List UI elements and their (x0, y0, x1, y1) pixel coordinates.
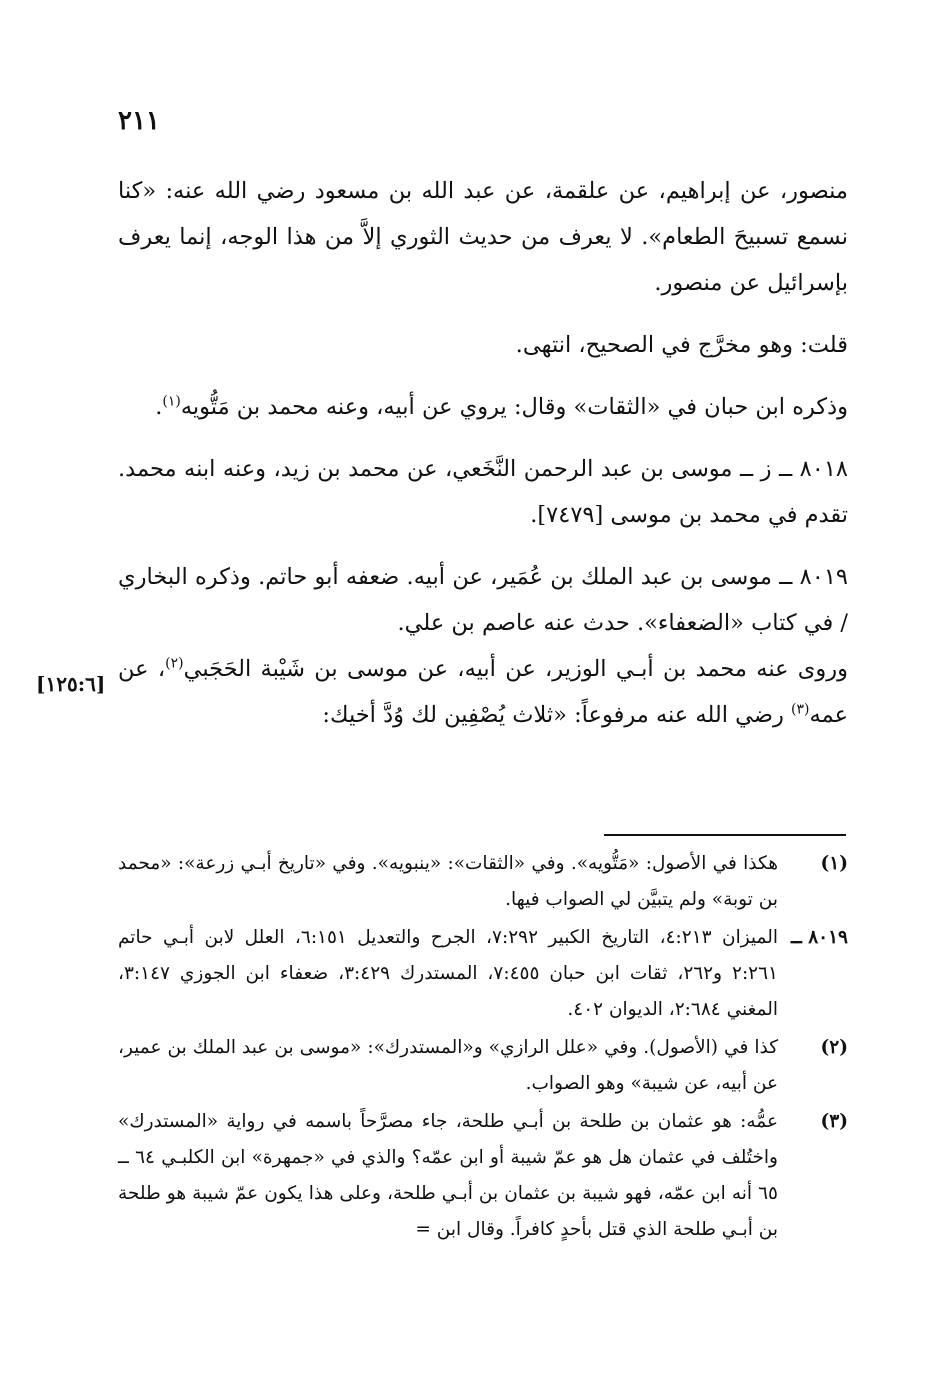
paragraph-2: قلت: وهو مخرَّج في الصحيح، انتهى. (515, 332, 848, 358)
footnote-number: (٢) (820, 1037, 848, 1058)
paragraph-6-a: وروى عنه محمد بن أبـي الوزير، عن أبيه، عن موسى بن شَيْبة الحَجَبي (183, 656, 849, 682)
footnote-1 (118, 846, 848, 918)
paragraph-6-c: رضي الله عنه مرفوعاً: «ثلاث يُصْفِين لك وُدَّ أخيك: (322, 702, 792, 728)
footnote-8019 (118, 920, 848, 1028)
footnotes (118, 846, 848, 1250)
page-number: ٢١١ (118, 106, 160, 136)
footnote-2 (118, 1030, 848, 1102)
paragraph-3-end: . (155, 394, 163, 420)
footnote-text: عمُّه: هو عثمان بن طلحة بن أبـي طلحة، جاء مصرَّحاً باسمه في رواية «المستدرك» واختُلف في عثمان هل هو عمّ شيبة أو ابن عمّه؟ والذي في «جمهرة» ابن الكلبـي ٦٤ ــ ٦٥ أنه ابن عمّه، فهو شيبة بن عثمان بن أبـي طلحة، وعلى هذا يكون عمّ شيبة هو طلحة بن أبـي طلحة الذي قتل بأحدٍ كافراً. وقال ابن = (118, 1111, 778, 1240)
footnote-text: هكذا في الأصول: «مَتُّويه». وفي «الثقات»: «ينبويه». وفي «تاريخ أبـي زرعة»: «محمد بن توبة» ولم يتبيَّن لي الصواب فيها. (118, 853, 778, 910)
paragraph-6 (118, 646, 848, 738)
footnote-text: الميزان ٤:٢١٣، التاريخ الكبير ٧:٢٩٢، الجرح والتعديل ٦:١٥١، العلل لابن أبـي حاتم ٢:٢٦١ و٢٦٢، ثقات ابن حبان ٧:٤٥٥، المستدرك ٣:٤٢٩، ضعفاء ابن الجوزي ٣:١٤٧، المغني ٢:٦٨٤، الديوان ٤٠٢. (118, 927, 778, 1020)
main-text (118, 168, 848, 738)
entry-8019: ٨٠١٩ ــ موسى بن عبد الملك بن عُمَير، عن أبيه. ضعفه أبو حاتم. وذكره البخاري / في كتاب «الضعفاء». حدث عنه عاصم بن علي. (118, 564, 848, 636)
footnote-number: (٣) (820, 1111, 848, 1132)
footnote-number: ٨٠١٩ ــ (790, 927, 848, 948)
footnote-ref-2[interactable]: (٢) (165, 655, 184, 672)
marginal-reference: [١٢٥:٦] (36, 672, 106, 696)
paragraph-1: منصور، عن إبراهيم، عن علقمة، عن عبد الله بن مسعود رضي الله عنه: «كنا نسمع تسبيحَ الطعام». لا يعرف من حديث الثوري إلاَّ من هذا الوجه، إنما يعرف بإسرائيل عن منصور. (118, 178, 848, 296)
footnote-ref-1[interactable]: (١) (162, 393, 181, 410)
paragraph-3-text: وذكره ابن حبان في «الثقات» وقال: يروي عن أبيه، وعنه محمد بن مَتُّويه (180, 394, 848, 420)
paragraph-3 (118, 384, 848, 430)
footnote-ref-3[interactable]: (٣) (791, 701, 810, 718)
footnote-number: (١) (820, 853, 848, 874)
footnote-divider (604, 834, 846, 836)
footnote-3 (118, 1104, 848, 1248)
footnote-text: كذا في (الأصول). وفي «علل الرازي» و«المستدرك»: «موسى بن عبد الملك بن عمير، عن أبيه، عن شيبة» وهو الصواب. (118, 1037, 778, 1094)
entry-8018: ٨٠١٨ ــ ز ــ موسى بن عبد الرحمن النَّخَعي، عن محمد بن زيد، وعنه ابنه محمد. تقدم في محمد بن موسى [٧٤٧٩]. (118, 456, 848, 528)
paragraph-6-b: ، عن عمه (118, 656, 848, 728)
